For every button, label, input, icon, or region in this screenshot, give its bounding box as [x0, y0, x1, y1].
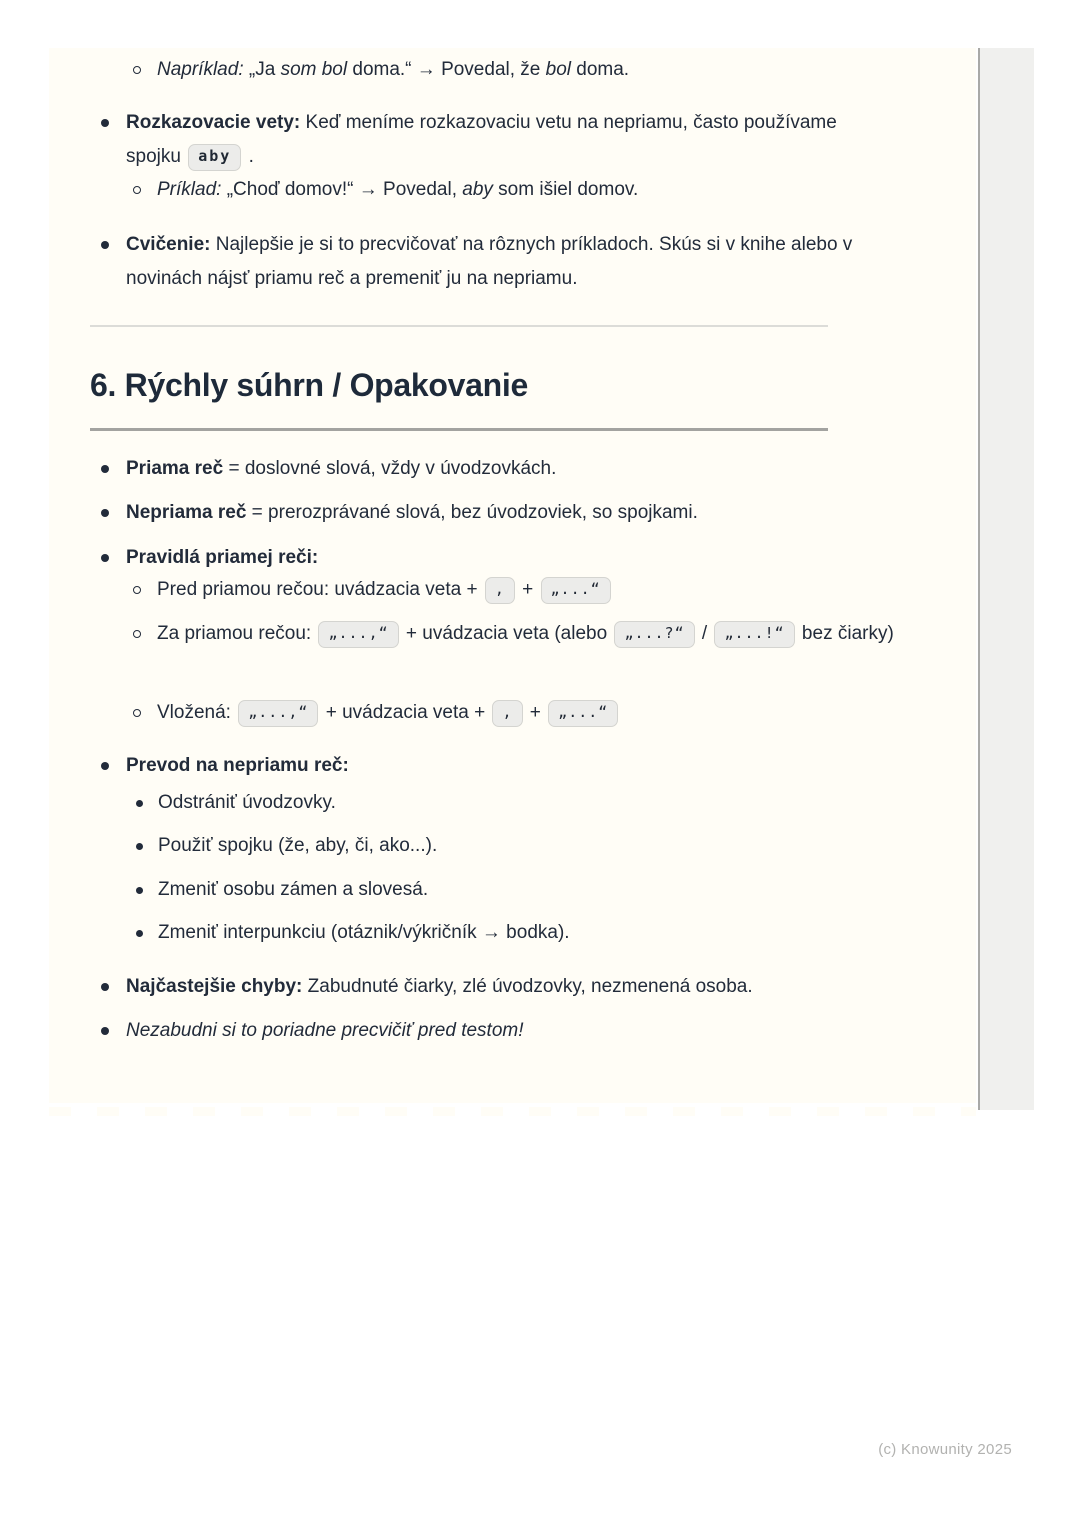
bullet-circle-icon: [133, 66, 141, 74]
bold-text: Priama reč: [126, 458, 224, 479]
text-segment: Najlepšie je si to precvičovať na rôznych príkladoch. Skús si v knihe alebo v novinách nájsť priamu reč a premeniť ju na nepriamu.: [126, 234, 853, 289]
code-chip: „...,“: [238, 700, 318, 727]
text-segment: + uvádzacia veta (alebo: [400, 623, 613, 644]
list-item: [90, 749, 866, 783]
list-item: [90, 786, 898, 820]
bullet-circle-icon: [133, 709, 141, 717]
bullet-disc-icon: [101, 119, 109, 127]
italic-text: Napríklad:: [157, 59, 249, 80]
text-segment: Za priamou rečou:: [157, 623, 317, 644]
list-item: [90, 228, 866, 296]
text-segment: Použiť spojku (že, aby, či, ako...).: [158, 835, 438, 856]
text-segment: Zmeniť osobu zámen a slovesá.: [158, 879, 429, 900]
text-segment: „Ja: [248, 59, 281, 80]
bullet-circle-icon: [133, 186, 141, 194]
bullet-circle-icon: [133, 586, 141, 594]
document-page: [49, 48, 976, 1103]
code-chip: „...?“: [614, 621, 694, 648]
bullet-disc-icon: [136, 800, 143, 807]
document-body: [90, 48, 894, 1103]
text-segment: Odstrániť úvodzovky.: [158, 792, 336, 813]
list-item: [90, 1014, 866, 1048]
list-item: [90, 696, 897, 730]
text-segment: doma.: [571, 59, 630, 80]
bullet-disc-icon: [101, 554, 109, 562]
list-item: [90, 617, 897, 651]
text-segment: .: [243, 146, 254, 167]
text-segment: „Choď domov!“ → Povedal,: [226, 179, 463, 200]
text-segment: = doslovné slová, vždy v úvodzovkách.: [223, 458, 557, 479]
bullet-disc-icon: [101, 509, 109, 517]
code-chip: „...!“: [714, 621, 794, 648]
bold-text: Najčastejšie chyby:: [126, 976, 308, 997]
bold-text: Rozkazovacie vety:: [126, 112, 306, 133]
list-item: [90, 106, 866, 174]
text-segment: bez čiarky): [796, 623, 894, 644]
text-segment: Pred priamou rečou: uvádzacia veta +: [157, 579, 483, 600]
text-segment: +: [516, 579, 539, 600]
bullet-disc-icon: [136, 887, 143, 894]
bullet-disc-icon: [101, 762, 109, 770]
bullet-disc-icon: [101, 241, 109, 249]
text-segment: = prerozprávané slová, bez úvodzoviek, so spojkami.: [246, 502, 698, 523]
italic-text: Príklad:: [157, 179, 227, 200]
bold-text: Prevod na nepriamu reč:: [126, 755, 349, 776]
text-segment: Zabudnuté čiarky, zlé úvodzovky, nezmenená osoba.: [307, 976, 753, 997]
code-chip: ,: [492, 700, 522, 727]
code-chip: aby: [188, 144, 241, 171]
scroll-gutter[interactable]: [978, 48, 1034, 1110]
section-heading: 6. Rýchly súhrn / Opakovanie: [90, 367, 528, 403]
bullet-disc-icon: [136, 843, 143, 850]
list-item: [90, 452, 866, 486]
bullet-circle-icon: [133, 630, 141, 638]
code-chip: ,: [485, 577, 515, 604]
italic-text: Nezabudni si to poriadne precvičiť pred testom!: [126, 1020, 524, 1041]
text-segment: /: [696, 623, 713, 644]
list-item: [90, 573, 897, 607]
code-chip: „...,“: [318, 621, 398, 648]
list-item: [90, 173, 897, 207]
bold-text: Cvičenie:: [126, 234, 216, 255]
divider: [90, 325, 828, 327]
code-chip: „...“: [548, 700, 618, 727]
bullet-disc-icon: [101, 465, 109, 473]
text-segment: Keď meníme rozkazovaciu vetu na nepriamu, často používame spojku: [126, 112, 837, 167]
page-perforation-edge: [49, 1107, 976, 1116]
list-item: [90, 829, 898, 863]
italic-text: aby: [462, 179, 493, 200]
text-segment: som išiel domov.: [492, 179, 639, 200]
text-segment: Vložená:: [157, 702, 237, 723]
divider: [90, 428, 828, 431]
italic-text: som bol: [280, 59, 348, 80]
bullet-disc-icon: [101, 983, 109, 991]
bullet-disc-icon: [101, 1027, 109, 1035]
bold-text: Nepriama reč: [126, 502, 247, 523]
footer-credit: (c) Knowunity 2025: [878, 1441, 1012, 1458]
list-item: [90, 916, 898, 950]
bold-text: Pravidlá priamej reči:: [126, 547, 319, 568]
italic-text: bol: [545, 59, 571, 80]
text-segment: + uvádzacia veta +: [320, 702, 491, 723]
list-item: [90, 970, 866, 1004]
text-segment: +: [524, 702, 547, 723]
code-chip: „...“: [541, 577, 611, 604]
list-item: [90, 873, 898, 907]
list-item: [90, 541, 866, 575]
bullet-disc-icon: [136, 930, 143, 937]
text-segment: doma.“ → Povedal, že: [347, 59, 546, 80]
list-item: [90, 496, 866, 530]
list-item: [90, 53, 897, 87]
text-segment: Zmeniť interpunkciu (otáznik/výkričník → bodka).: [158, 922, 570, 943]
